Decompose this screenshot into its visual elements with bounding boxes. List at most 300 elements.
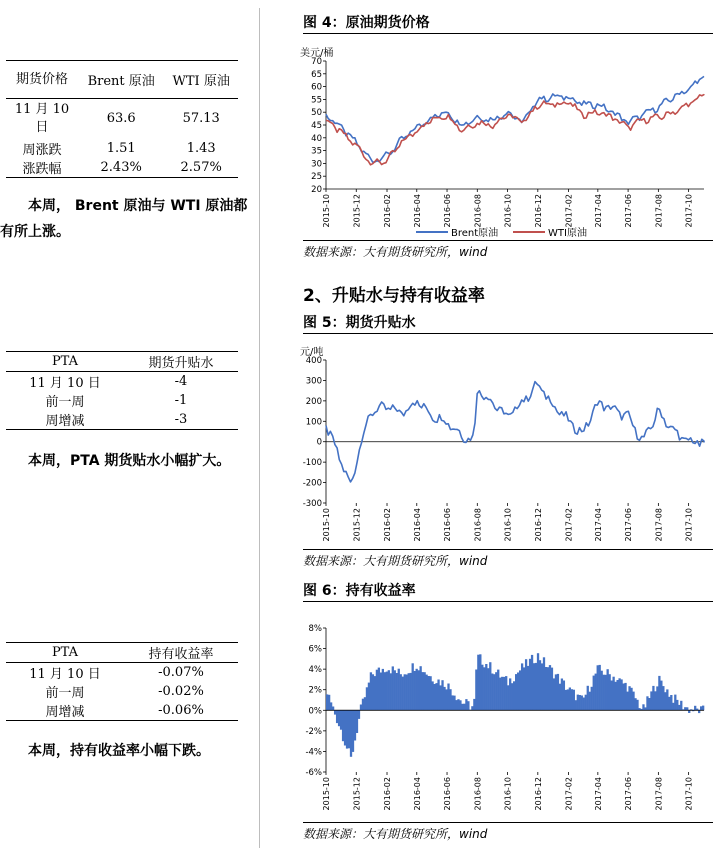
wti-series-line	[326, 94, 704, 165]
x-tick-label: 2017-06	[624, 777, 634, 811]
x-tick-label: 2017-04	[593, 777, 603, 811]
x-tick-label: 2015-12	[352, 194, 362, 228]
y-tick-label: 0%	[308, 706, 322, 717]
carry-yield-bar	[579, 695, 581, 710]
carry-yield-bar	[499, 678, 501, 711]
carry-yield-bar	[507, 685, 509, 710]
carry-yield-bar	[702, 706, 704, 711]
carry-yield-bar	[624, 683, 626, 710]
x-tick-label: 2015-12	[352, 777, 362, 811]
x-tick-label: 2016-02	[383, 508, 393, 542]
x-tick-label: 2016-02	[383, 194, 393, 228]
carry-yield-bar	[445, 689, 447, 710]
carry-note: 本周，持有收益率小幅下跌。	[28, 743, 210, 759]
carry-yield-bar	[660, 681, 662, 711]
table-header: Brent 原油	[87, 74, 155, 89]
carry-yield-bar	[658, 676, 660, 710]
carry-yield-bar	[628, 686, 630, 710]
y-tick-label: 200	[305, 396, 322, 407]
carry-yield-bar	[491, 674, 493, 711]
carry-yield-bar	[447, 684, 449, 711]
carry-yield-bar	[553, 678, 555, 710]
carry-yield-bar	[620, 679, 622, 710]
carry-yield-bar	[364, 697, 366, 710]
carry-yield-bar	[463, 704, 465, 711]
carry-yield-bar	[577, 695, 579, 711]
table-cell: 1.43	[186, 140, 216, 156]
carry-yield-bar	[483, 667, 485, 710]
carry-yield-bar	[674, 695, 676, 711]
carry-yield-bar	[342, 710, 344, 741]
crude-price-table	[6, 60, 238, 178]
carry-yield-bar	[698, 710, 700, 713]
carry-yield-bar	[473, 699, 475, 710]
carry-yield-bar	[700, 706, 702, 710]
carry-yield-bar	[563, 681, 565, 711]
y-axis-unit-label: 美元/桶	[300, 48, 334, 59]
carry-yield-bar	[487, 668, 489, 710]
pta-basis-table	[6, 351, 238, 430]
x-tick-label: 2017-10	[684, 194, 694, 228]
carry-yield-bar	[666, 689, 668, 710]
fig5-bottom-rule	[303, 549, 713, 550]
x-tick-label: 2016-08	[473, 777, 483, 811]
carry-yield-bar	[609, 674, 611, 710]
carry-yield-bar	[650, 691, 652, 710]
carry-yield-bar	[610, 681, 612, 711]
carry-yield-bar	[573, 690, 575, 711]
table-header: 持有收益率	[148, 647, 214, 662]
y-tick-label: 55	[311, 95, 322, 106]
y-tick-label: 40	[311, 133, 322, 144]
carry-yield-bar	[634, 698, 636, 710]
carry-yield-bar	[354, 710, 356, 740]
carry-yield-bar	[376, 670, 378, 711]
table-cell: -1	[174, 393, 188, 408]
carry-yield-bar	[501, 677, 503, 711]
carry-yield-bar	[587, 686, 589, 711]
carry-yield-bar	[543, 657, 545, 710]
carry-yield-bar	[427, 676, 429, 710]
carry-yield-bar	[326, 694, 328, 710]
fig5-title: 图 5：期货升贴水	[303, 315, 416, 331]
carry-yield-bar	[630, 688, 632, 711]
carry-yield-bar	[605, 675, 607, 711]
y-tick-label: 25	[311, 172, 322, 183]
carry-yield-bar	[368, 683, 370, 711]
carry-yield-bar	[575, 700, 577, 710]
carry-yield-bar	[358, 710, 360, 719]
table-cell: 2.57%	[180, 159, 222, 175]
x-tick-label: 2016-08	[473, 508, 483, 542]
carry-yield-bar	[346, 710, 348, 748]
carry-yield-bar	[479, 654, 481, 710]
legend-wti-label: WTI原油	[548, 228, 587, 239]
carry-yield-bar	[545, 667, 547, 710]
table-cell: -4	[174, 374, 188, 389]
x-tick-label: 2016-04	[412, 777, 422, 811]
legend-brent-label: Brent原油	[451, 228, 499, 239]
y-tick-label: 400	[305, 356, 322, 366]
carry-yield-bar	[521, 663, 523, 710]
carry-yield-bar	[555, 674, 557, 710]
carry-yield-bar	[597, 665, 599, 710]
table-header: WTI 原油	[172, 74, 230, 89]
x-tick-label: 2015-12	[352, 508, 362, 542]
carry-yield-bar	[495, 672, 497, 710]
x-tick-label: 2017-06	[624, 508, 634, 542]
carry-yield-bar	[350, 710, 352, 757]
carry-yield-bar	[612, 677, 614, 711]
y-tick-label: -200	[302, 478, 322, 489]
carry-yield-bar	[410, 673, 412, 710]
carry-yield-bar	[455, 700, 457, 710]
carry-yield-bar	[370, 672, 372, 710]
carry-yield-bar	[459, 700, 461, 710]
carry-yield-bar	[616, 680, 618, 710]
carry-yield-bar	[328, 695, 330, 711]
carry-yield-bar	[678, 705, 680, 710]
carry-yield-bar	[581, 696, 583, 711]
table-cell: 周增减	[45, 414, 85, 429]
table-cell: 11 月 10 日	[29, 376, 101, 391]
y-tick-label: 8%	[308, 624, 322, 634]
x-tick-label: 2017-08	[654, 777, 664, 811]
fig5-source: 数据来源：大有期货研究所，wind	[303, 554, 488, 568]
y-tick-label: 300	[305, 376, 322, 387]
carry-yield-bar	[465, 699, 467, 710]
y-tick-label: -4%	[305, 747, 322, 758]
carry-yield-bar	[513, 681, 515, 710]
carry-yield-bar	[336, 710, 338, 723]
carry-yield-bar	[423, 672, 425, 710]
carry-yield-bar	[489, 662, 491, 710]
x-tick-label: 2017-10	[684, 508, 694, 542]
fig4-source: 数据来源：大有期货研究所，wind	[303, 245, 488, 259]
x-tick-label: 2017-08	[654, 508, 664, 542]
carry-yield-bar	[362, 699, 364, 711]
table-cell: 前一周	[45, 686, 85, 701]
y-tick-label: 70	[311, 57, 322, 67]
carry-yield-bar	[461, 704, 463, 711]
y-tick-label: 20	[311, 185, 322, 195]
carry-yield-bar	[531, 655, 533, 710]
carry-yield-bar	[441, 680, 443, 710]
x-tick-label: 2016-10	[503, 194, 513, 228]
x-tick-label: 2016-06	[443, 194, 453, 228]
carry-yield-bar	[374, 676, 376, 710]
carry-yield-bar	[378, 668, 380, 711]
carry-yield-bar	[457, 699, 459, 710]
x-tick-label: 2016-06	[443, 508, 453, 542]
x-tick-label: 2016-10	[503, 777, 513, 811]
carry-yield-bar	[622, 684, 624, 711]
carry-yield-bar	[585, 695, 587, 711]
carry-yield-bar	[437, 680, 439, 711]
carry-yield-bar	[334, 710, 336, 714]
y-tick-label: 100	[305, 417, 322, 428]
carry-yield-bar	[453, 696, 455, 711]
crude-note: 本周， Brent 原油与 WTI 原油都有所上涨。	[0, 198, 248, 240]
carry-yield-table	[6, 642, 238, 721]
table-cell: 1.51	[106, 140, 136, 156]
carry-yield-bar	[519, 670, 521, 710]
y-tick-label: 6%	[308, 644, 322, 655]
y-tick-label: 4%	[308, 665, 322, 676]
y-tick-label: 0	[316, 437, 322, 448]
y-tick-label: 50	[311, 108, 322, 119]
carry-yield-bar	[366, 687, 368, 710]
x-tick-label: 2016-06	[443, 777, 453, 811]
y-tick-label: 45	[311, 121, 322, 131]
table-cell: 周涨跌	[22, 142, 62, 158]
basis-chart	[298, 336, 712, 546]
carry-yield-bar	[686, 707, 688, 710]
carry-yield-bar	[646, 696, 648, 710]
carry-yield-bar	[372, 674, 374, 710]
carry-yield-bar	[541, 663, 543, 710]
fig6-bottom-rule	[303, 822, 713, 823]
fig4-top-rule	[303, 33, 713, 34]
carry-yield-bar	[599, 665, 601, 710]
table-cell: -0.02%	[158, 684, 204, 699]
x-tick-label: 2016-02	[383, 777, 393, 811]
table-cell: 11 月 10 日	[14, 101, 70, 135]
carry-yield-bar	[618, 678, 620, 710]
fig6-source: 数据来源：大有期货研究所，wind	[303, 827, 488, 841]
carry-yield-bar	[656, 686, 658, 710]
carry-yield-bar	[344, 710, 346, 745]
carry-yield-bar	[414, 671, 416, 710]
x-tick-label: 2017-06	[624, 194, 634, 228]
carry-yield-bar	[382, 669, 384, 710]
carry-yield-bar	[477, 655, 479, 711]
crude-price-chart	[298, 36, 712, 240]
carry-yield-bar	[402, 677, 404, 711]
carry-yield-bar	[429, 676, 431, 710]
carry-yield-bar	[589, 692, 591, 711]
carry-yield-bar	[416, 669, 418, 711]
table-cell: -0.06%	[158, 703, 204, 718]
x-tick-label: 2016-08	[473, 194, 483, 228]
fig6-top-rule	[303, 601, 713, 602]
carry-yield-bar	[680, 701, 682, 711]
carry-yield-bar	[330, 702, 332, 710]
basis-series-line	[326, 382, 704, 482]
table-cell: 57.13	[182, 111, 220, 127]
carry-yield-bar	[485, 664, 487, 710]
y-tick-label: 35	[311, 146, 322, 157]
carry-yield-bar	[394, 670, 396, 710]
carry-yield-bar	[431, 681, 433, 710]
table-cell: 周增减	[45, 705, 85, 720]
carry-yield-bar	[591, 687, 593, 711]
y-tick-label: 65	[311, 69, 322, 80]
x-tick-label: 2017-08	[654, 194, 664, 228]
fig4-bottom-rule	[303, 240, 713, 241]
table-header: 期货价格	[15, 71, 68, 87]
carry-yield-bar	[439, 685, 441, 710]
carry-yield-bar	[338, 710, 340, 726]
carry-yield-bar	[601, 671, 603, 711]
carry-yield-bar	[607, 669, 609, 710]
x-tick-label: 2017-02	[564, 194, 574, 228]
carry-yield-bar	[571, 689, 573, 710]
carry-yield-bar	[443, 687, 445, 710]
table-cell: 前一周	[45, 395, 85, 410]
y-tick-label: 30	[311, 159, 322, 170]
x-tick-label: 2017-04	[593, 194, 603, 228]
carry-yield-bar	[652, 686, 654, 710]
carry-yield-bar	[569, 688, 571, 711]
carry-yield-bar	[654, 691, 656, 710]
carry-yield-bar	[388, 670, 390, 710]
carry-yield-bar	[603, 675, 605, 711]
carry-yield-bar	[547, 667, 549, 710]
x-tick-label: 2017-02	[564, 777, 574, 811]
carry-yield-bar	[352, 710, 354, 752]
carry-yield-bar	[632, 692, 634, 711]
carry-yield-bar	[421, 672, 423, 710]
fig6-title: 图 6：持有收益率	[303, 583, 416, 599]
x-tick-label: 2016-12	[533, 194, 543, 228]
carry-yield-bar	[332, 707, 334, 711]
x-tick-label: 2016-12	[533, 508, 543, 542]
carry-yield-bar	[539, 660, 541, 710]
carry-yield-bar	[684, 707, 686, 710]
carry-yield-bar	[557, 674, 559, 710]
y-tick-label: -2%	[305, 726, 322, 737]
carry-yield-bar	[467, 701, 469, 710]
carry-yield-bar	[642, 704, 644, 710]
carry-yield-chart	[298, 610, 712, 822]
carry-yield-bar	[527, 666, 529, 710]
carry-yield-bar	[648, 698, 650, 710]
carry-yield-bar	[406, 675, 408, 711]
carry-yield-bar	[551, 668, 553, 711]
x-tick-label: 2017-10	[684, 777, 694, 811]
carry-yield-bar	[644, 707, 646, 710]
carry-yield-bar	[688, 710, 690, 713]
carry-yield-bar	[517, 673, 519, 711]
table-cell: 11 月 10 日	[29, 667, 101, 682]
column-divider	[259, 8, 260, 848]
carry-yield-bar	[360, 705, 362, 711]
table-cell: 2.43%	[100, 159, 142, 175]
carry-yield-bar	[694, 706, 696, 711]
carry-yield-bar	[380, 673, 382, 711]
y-tick-label: -100	[302, 458, 322, 469]
carry-yield-bar	[525, 659, 527, 710]
x-tick-label: 2015-10	[322, 508, 331, 542]
carry-yield-bar	[535, 663, 537, 710]
carry-yield-bar	[449, 689, 451, 710]
carry-yield-bar	[672, 703, 674, 711]
carry-yield-bar	[471, 706, 473, 710]
carry-yield-bar	[348, 710, 350, 748]
carry-yield-bar	[626, 692, 628, 711]
carry-yield-bar	[505, 676, 507, 710]
carry-yield-bar	[668, 697, 670, 711]
table-cell: 涨跌幅	[22, 161, 62, 177]
y-tick-label: -300	[302, 499, 322, 509]
carry-yield-bar	[567, 689, 569, 710]
carry-yield-bar	[451, 695, 453, 710]
carry-yield-bar	[559, 684, 561, 711]
table-header: PTA	[51, 645, 79, 660]
carry-yield-bar	[400, 674, 402, 710]
table-cell: -0.07%	[158, 665, 204, 680]
carry-yield-bar	[404, 674, 406, 710]
carry-yield-bar	[670, 695, 672, 710]
carry-yield-bar	[384, 672, 386, 710]
y-axis-unit-label: 元/吨	[300, 347, 324, 358]
carry-yield-bar	[386, 672, 388, 711]
carry-yield-bar	[593, 676, 595, 711]
table-cell: 63.6	[106, 111, 136, 127]
carry-yield-bar	[481, 665, 483, 711]
carry-yield-bar	[497, 670, 499, 711]
carry-yield-bar	[418, 670, 420, 710]
carry-yield-bar	[515, 674, 517, 710]
carry-yield-bar	[435, 683, 437, 710]
x-tick-label: 2016-04	[412, 194, 422, 228]
x-tick-label: 2016-10	[503, 508, 513, 542]
table-header: 期货升贴水	[148, 356, 214, 371]
carry-yield-bar	[595, 674, 597, 711]
fig5-top-rule	[303, 333, 713, 334]
carry-yield-bar	[408, 673, 410, 710]
carry-yield-bar	[503, 677, 505, 710]
section-title: 2、升贴水与持有收益率	[303, 286, 485, 306]
carry-yield-bar	[614, 682, 616, 711]
carry-yield-bar	[356, 710, 358, 733]
carry-yield-bar	[636, 700, 638, 711]
carry-yield-bar	[511, 683, 513, 710]
carry-yield-bar	[433, 684, 435, 710]
carry-yield-bar	[529, 659, 531, 711]
carry-yield-bar	[583, 698, 585, 711]
carry-yield-bar	[396, 673, 398, 710]
table-cell: -3	[174, 412, 188, 427]
x-tick-label: 2015-10	[322, 194, 331, 228]
carry-yield-bar	[475, 670, 477, 711]
carry-yield-bar	[390, 673, 392, 710]
y-tick-label: 60	[311, 82, 322, 93]
carry-yield-bar	[533, 663, 535, 710]
carry-yield-bar	[664, 692, 666, 710]
x-tick-label: 2016-04	[412, 508, 422, 542]
brent-series-line	[326, 76, 704, 162]
carry-yield-bar	[425, 675, 427, 711]
carry-yield-bar	[549, 665, 551, 710]
y-tick-label: -6%	[305, 768, 322, 778]
carry-yield-bar	[412, 663, 414, 710]
x-tick-label: 2016-12	[533, 777, 543, 811]
carry-yield-bar	[340, 710, 342, 729]
x-tick-label: 2017-04	[593, 508, 603, 542]
carry-yield-bar	[392, 666, 394, 710]
carry-yield-bar	[537, 653, 539, 710]
fig4-title: 图 4：原油期货价格	[303, 15, 430, 31]
basis-note: 本周，PTA 期货贴水小幅扩大。	[28, 453, 231, 469]
carry-yield-bar	[509, 678, 511, 710]
carry-yield-bar	[676, 700, 678, 710]
y-tick-label: 2%	[308, 685, 322, 696]
x-tick-label: 2017-02	[564, 508, 574, 542]
carry-yield-bar	[420, 666, 422, 710]
carry-yield-bar	[493, 674, 495, 710]
